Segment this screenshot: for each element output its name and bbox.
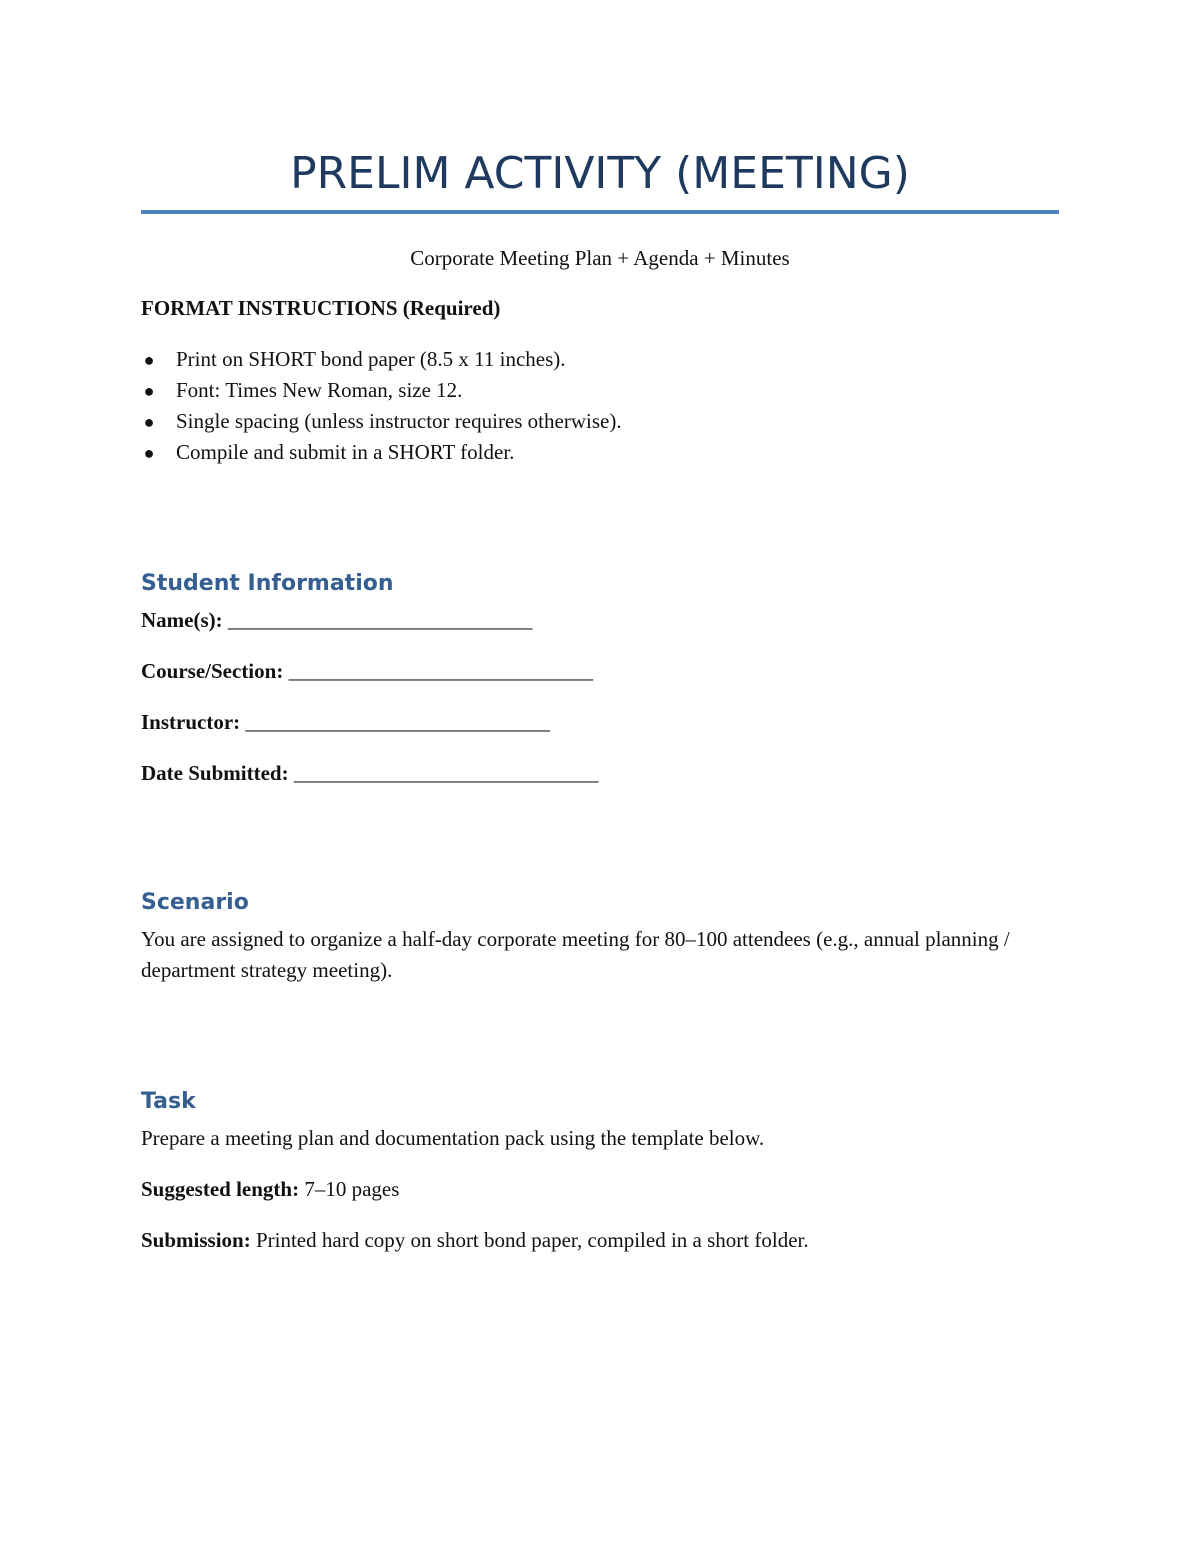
name-field-blank: _____________________________	[227, 608, 533, 632]
document-title: PRELIM ACTIVITY (MEETING)	[290, 148, 910, 199]
instructor-field[interactable]	[141, 708, 550, 736]
bullet-icon: ●	[143, 350, 155, 370]
name-field[interactable]	[141, 606, 532, 634]
format-instructions-heading: FORMAT INSTRUCTIONS (Required)	[141, 296, 501, 320]
list-item-text: Font: Times New Roman, size 12.	[176, 378, 463, 402]
submission-value: Printed hard copy on short bond paper, compiled in a short folder.	[255, 1228, 809, 1252]
date-submitted-field-label: Date Submitted:	[141, 761, 289, 785]
task-text: Prepare a meeting plan and documentation pack using the template below.	[141, 1126, 765, 1150]
list-item-text: Compile and submit in a SHORT folder.	[176, 440, 515, 464]
name-field-label: Name(s):	[141, 608, 223, 632]
bullet-icon: ●	[143, 443, 155, 463]
suggested-length-value: 7–10 pages	[304, 1177, 400, 1201]
list-item	[141, 344, 622, 375]
format-instructions-list	[141, 344, 622, 468]
course-section-field-blank: _____________________________	[288, 659, 594, 683]
list-item-text: Single spacing (unless instructor requires otherwise).	[176, 409, 622, 433]
bullet-icon: ●	[143, 381, 155, 401]
document-subtitle: Corporate Meeting Plan + Agenda + Minutes	[410, 246, 790, 270]
submission-line	[141, 1225, 1041, 1256]
submission-label: Submission:	[141, 1228, 251, 1252]
date-submitted-field-blank: _____________________________	[293, 761, 599, 785]
suggested-length-label: Suggested length:	[141, 1177, 300, 1201]
list-item	[141, 406, 622, 437]
instructor-field-blank: _____________________________	[245, 710, 550, 734]
course-section-field-label: Course/Section:	[141, 659, 284, 683]
scenario-text: You are assigned to organize a half-day corporate meeting for 80–100 attendees (e.g., annual planning / department strategy meeting).	[141, 927, 1010, 982]
task-heading: Task	[141, 1089, 196, 1114]
student-information-heading: Student Information	[141, 571, 394, 596]
scenario-heading: Scenario	[141, 890, 249, 915]
bullet-icon: ●	[143, 412, 155, 432]
list-item-text: Print on SHORT bond paper (8.5 x 11 inches).	[176, 347, 566, 371]
list-item	[141, 437, 622, 468]
suggested-length-line	[141, 1174, 1041, 1205]
document-page	[141, 0, 1059, 1553]
course-section-field[interactable]	[141, 657, 593, 685]
title-underline-divider	[141, 210, 1059, 214]
instructor-field-label: Instructor:	[141, 710, 241, 734]
list-item	[141, 375, 622, 406]
date-submitted-field[interactable]	[141, 759, 598, 787]
